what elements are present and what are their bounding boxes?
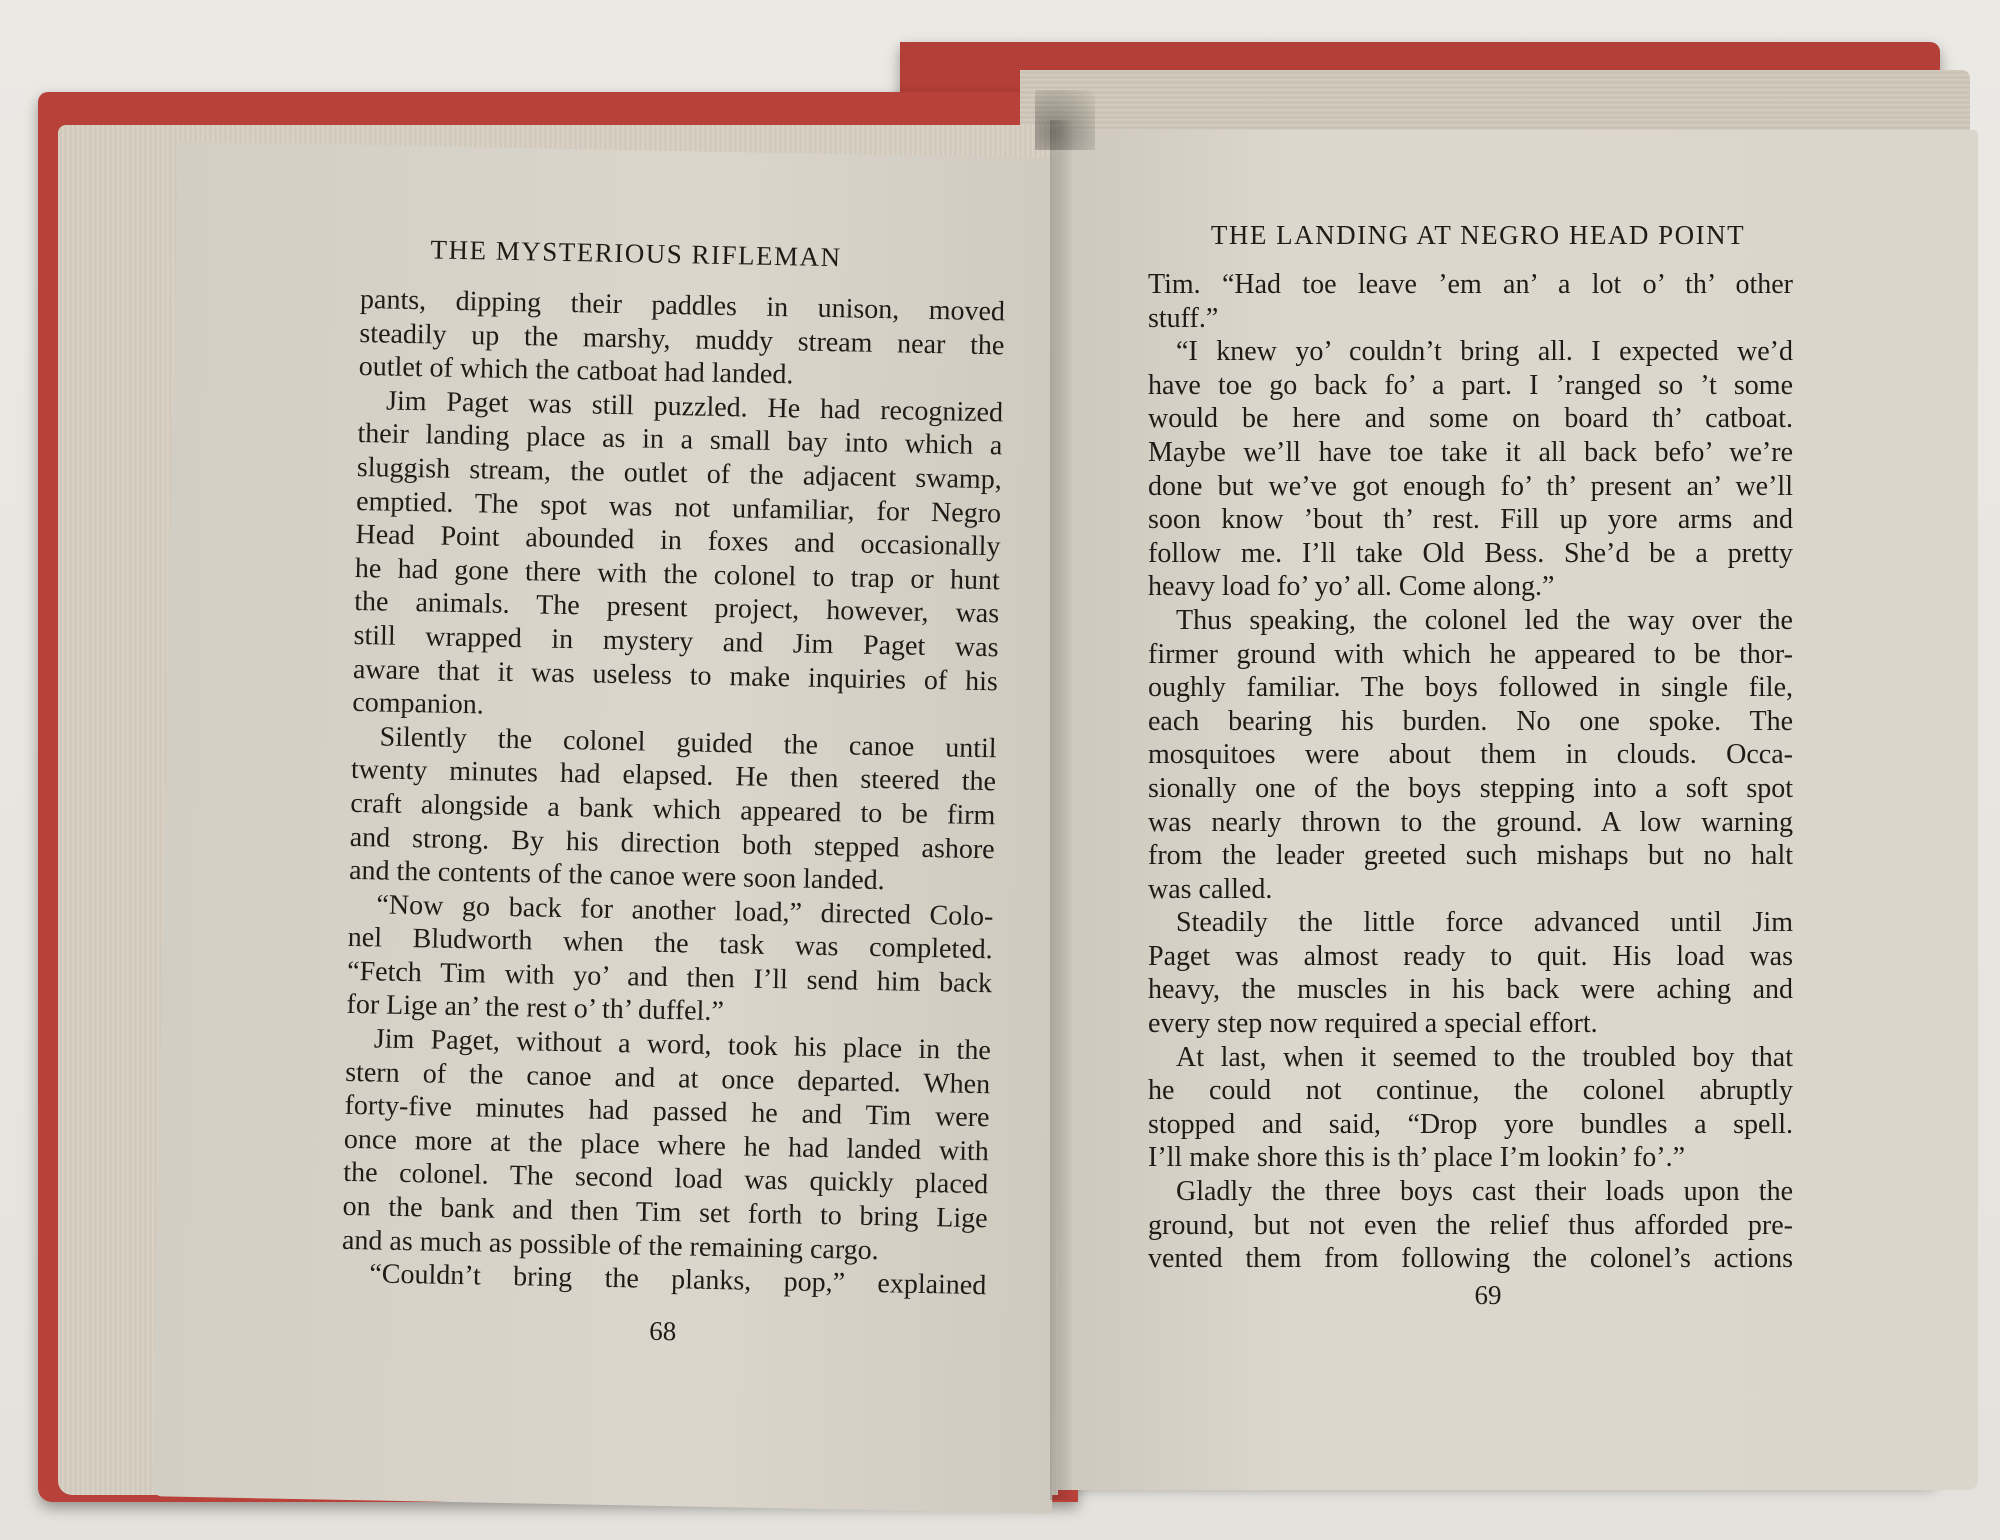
right-text-block <box>1148 268 1793 1276</box>
text-line: aware that it was useless to make inquiries of his <box>352 653 999 697</box>
right-running-head: THE LANDING AT NEGRO HEAD POINT <box>1210 220 1746 250</box>
text-line: was called. <box>1148 873 1273 905</box>
book-gutter <box>1050 120 1072 1500</box>
text-line: outlet of which the catboat had landed. <box>358 351 794 391</box>
text-line: stern of the canoe and at once departed. When <box>344 1056 991 1100</box>
text-line: Jim Paget, without a word, took his place in the <box>373 1023 992 1067</box>
text-line: follow me. I’ll take Old Bess. She’d be a pretty <box>1148 537 1793 569</box>
text-line: and strong. By his direction both stepped ashore <box>349 821 995 865</box>
left-page-number: 68 <box>649 1315 677 1347</box>
text-line: he had gone there with the colonel to trap or hunt <box>354 552 1001 597</box>
text-line: their landing place as in a small bay into which a <box>357 418 1003 462</box>
text-line: once more at the place where he had landed with <box>343 1123 990 1168</box>
text-line: on the bank and then Tim set forth to bring Lige <box>342 1190 988 1235</box>
text-line: firmer ground with which he appeared to be thor- <box>1148 638 1793 670</box>
text-line: every step now required a special effort. <box>1148 1008 1598 1040</box>
text-line: craft alongside a bank which appeared to be firm <box>350 787 996 832</box>
text-line: soon know ’bout th’ rest. Fill up yore arms and <box>1148 504 1793 536</box>
text-line: for Lige an’ the rest o’ th’ duffel.” <box>346 989 725 1028</box>
text-line: stopped and said, “Drop yore bundles a spell. <box>1148 1108 1793 1140</box>
text-line: Maybe we’ll have toe take it all back befo’ we’re <box>1148 436 1793 468</box>
text-line: At last, when it seemed to the troubled boy that <box>1176 1041 1793 1073</box>
text-line: the animals. The present project, however, was <box>353 586 1000 630</box>
text-line: Paget was almost ready to quit. His load was <box>1148 940 1793 972</box>
text-line: sionally one of the boys stepping into a soft spot <box>1148 772 1793 804</box>
text-line: “Couldn’t bring the planks, pop,” explained <box>369 1258 987 1302</box>
text-line: ground, but not even the relief thus afforded pre- <box>1148 1209 1793 1241</box>
text-line: steadily up the marshy, muddy stream near the <box>359 317 1005 361</box>
text-line: companion. <box>352 687 485 721</box>
right-page-number: 69 <box>1474 1280 1502 1310</box>
text-line: Thus speaking, the colonel led the way over the <box>1176 604 1793 636</box>
text-line: vented them from following the colonel’s actions <box>1148 1243 1793 1275</box>
text-line: I’ll make shore this is th’ place I’m lookin’ fo’.” <box>1148 1142 1686 1174</box>
text-line: would be here and some on board th’ catboat. <box>1148 403 1793 435</box>
text-line: from the leader greeted such mishaps but no halt <box>1148 840 1793 872</box>
text-line: “I knew yo’ couldn’t bring all. I expected we’d <box>1176 336 1793 368</box>
text-line: sluggish stream, the outlet of the adjacent swamp, <box>356 451 1003 496</box>
text-line: Gladly the three boys cast their loads upon the <box>1176 1176 1793 1208</box>
text-line: he could not continue, the colonel abruptly <box>1148 1075 1793 1107</box>
text-line: and the contents of the canoe were soon landed. <box>348 855 886 897</box>
text-line: nel Bludworth when the task was completed. <box>347 922 994 966</box>
text-line: was nearly thrown to the ground. A low warning <box>1148 806 1793 838</box>
page-fold <box>1035 90 1095 150</box>
left-page <box>152 141 1078 1513</box>
text-line: and as much as possible of the remaining cargo. <box>341 1224 880 1266</box>
text-line: Silently the colonel guided the canoe until <box>379 721 997 765</box>
text-line: done but we’ve got enough fo’ th’ present an’ we’ll <box>1148 470 1793 502</box>
text-line: forty-five minutes had passed he and Tim were <box>344 1090 990 1134</box>
text-line: twenty minutes had elapsed. He then steered the <box>350 754 997 798</box>
text-line: “Fetch Tim with yo’ and then I’ll send him back <box>346 955 993 1000</box>
text-line: the colonel. The second load was quickly placed <box>343 1157 989 1201</box>
text-line: still wrapped in mystery and Jim Paget was <box>353 619 999 664</box>
text-line: heavy, the muscles in his back were aching and <box>1148 974 1793 1006</box>
text-line: Tim. “Had toe leave ’em an’ a lot o’ th’ other <box>1148 269 1793 300</box>
text-line: “Now go back for another load,” directed Colo- <box>376 889 994 932</box>
text-line: oughly familiar. The boys followed in single file, <box>1148 672 1793 704</box>
text-line: mosquitoes were about them in clouds. Occa- <box>1148 739 1793 771</box>
text-line: Jim Paget was still puzzled. He had recognized <box>385 385 1004 429</box>
text-line: heavy load fo’ yo’ all. Come along.” <box>1148 571 1555 603</box>
text-line: emptied. The spot was not unfamiliar, for Negro <box>355 485 1002 529</box>
text-line: pants, dipping their paddles in unison, moved <box>359 284 1006 328</box>
text-line: have toe go back fo’ a part. I ’ranged so ’t some <box>1148 369 1793 401</box>
left-running-head: THE MYSTERIOUS RIFLEMAN <box>430 234 842 273</box>
text-line: each bearing his burden. No one spoke. The <box>1148 705 1793 737</box>
text-line: Head Point abounded in foxes and occasionally <box>355 519 1001 563</box>
text-line: Steadily the little force advanced until Jim <box>1176 907 1793 939</box>
text-line: stuff.” <box>1148 302 1219 334</box>
right-page <box>1058 130 1978 1490</box>
left-text-block <box>341 283 1005 1303</box>
